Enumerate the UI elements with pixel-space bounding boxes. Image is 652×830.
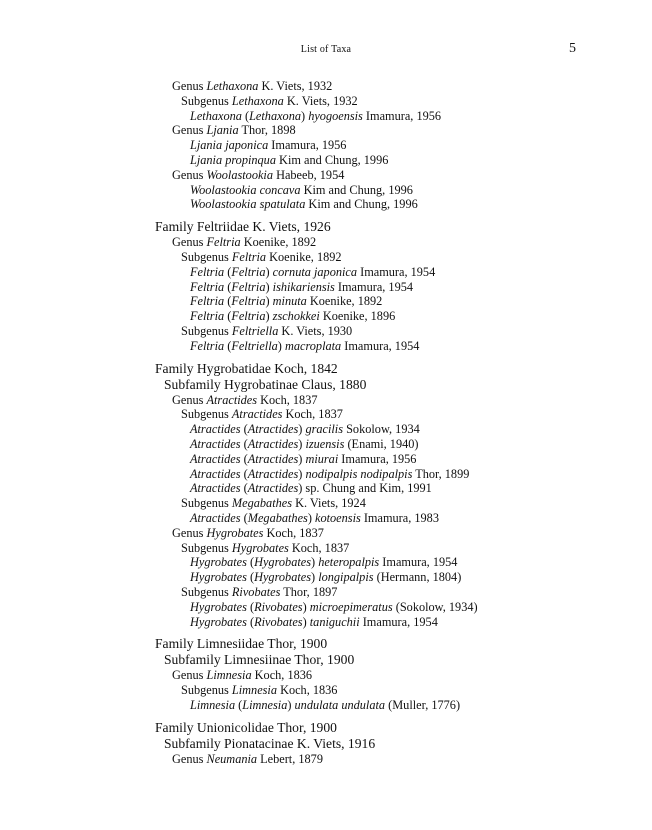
taxon-name-italic: Hygrobates bbox=[190, 599, 247, 614]
entry-text: ( bbox=[240, 422, 248, 437]
entry-text: Imamura, 1956 bbox=[338, 451, 417, 466]
taxon-name-italic: Ljania bbox=[206, 123, 239, 138]
entry-text: ) bbox=[298, 422, 306, 437]
entry-text: Sokolow, 1934 bbox=[343, 422, 420, 437]
entry-text: ( bbox=[224, 279, 232, 294]
family-entry bbox=[0, 219, 652, 235]
genus-entry bbox=[0, 168, 652, 183]
taxon-name-italic: Lethaxona bbox=[190, 108, 242, 123]
taxon-name-italic: Woolastookia concava bbox=[190, 182, 301, 197]
species-entry bbox=[0, 481, 652, 496]
entry-text: ) bbox=[307, 510, 315, 525]
taxon-name-italic: Feltriella bbox=[231, 338, 278, 353]
entry-text: Koch, 1837 bbox=[288, 540, 350, 555]
taxa-list bbox=[0, 79, 652, 766]
entry-text: Family Hygrobatidae Koch, 1842 bbox=[155, 360, 338, 376]
entry-text: ) bbox=[298, 436, 306, 451]
entry-text: Subgenus bbox=[181, 323, 232, 338]
entry-text: ) bbox=[265, 279, 273, 294]
species-entry bbox=[0, 265, 652, 280]
entry-text: Imamura, 1954 bbox=[357, 264, 436, 279]
entry-text: Subgenus bbox=[181, 496, 232, 511]
entry-text: Imamura, 1954 bbox=[334, 279, 414, 294]
taxon-name-italic: Feltria bbox=[190, 338, 225, 353]
entry-text: Koenike, 1892 bbox=[240, 235, 317, 250]
species-entry bbox=[0, 339, 652, 354]
taxon-name-italic: Feltria bbox=[190, 309, 225, 324]
species-entry bbox=[0, 109, 652, 124]
taxon-name-italic: gracilis bbox=[305, 422, 344, 437]
entry-text: ) bbox=[311, 555, 319, 570]
subgenus-entry bbox=[0, 683, 652, 698]
entry-text: Koch, 1837 bbox=[282, 407, 343, 422]
species-entry bbox=[0, 555, 652, 570]
taxon-name-italic: Hygrobates bbox=[190, 614, 247, 629]
taxon-name-italic: izuensis bbox=[305, 436, 345, 451]
running-head: List of Taxa bbox=[300, 44, 352, 55]
entry-text: Genus bbox=[172, 167, 207, 182]
species-entry bbox=[0, 153, 652, 168]
entry-text: Imamura, 1954 bbox=[359, 614, 438, 629]
taxon-name-italic: miurai bbox=[305, 451, 339, 466]
species-entry bbox=[0, 511, 652, 526]
taxon-name-italic: microepimeratus bbox=[309, 599, 393, 614]
taxon-name-italic: Atractides bbox=[190, 481, 241, 496]
entry-text: ( bbox=[224, 264, 232, 279]
taxon-name-italic: Lethaxona bbox=[231, 93, 284, 108]
entry-text: ) bbox=[298, 451, 306, 466]
taxon-name-italic: Hygrobates bbox=[254, 555, 312, 570]
entry-text: ) bbox=[265, 264, 273, 279]
taxon-name-italic: taniguchii bbox=[309, 614, 360, 629]
entry-text: Subfamily Hygrobatinae Claus, 1880 bbox=[164, 376, 367, 392]
entry-text: Genus bbox=[172, 79, 207, 93]
taxon-name-italic: nodipalpis nodipalpis bbox=[305, 466, 413, 481]
taxon-name-italic: Limnesia bbox=[206, 668, 252, 683]
taxon-name-italic: Feltria bbox=[190, 264, 225, 279]
taxon-name-italic: Limnesia bbox=[242, 697, 288, 712]
taxon-name-italic: Atractides bbox=[247, 422, 299, 437]
taxon-name-italic: Atractides bbox=[190, 436, 241, 451]
entry-text: ( bbox=[241, 108, 250, 123]
species-entry bbox=[0, 294, 652, 309]
taxon-name-italic: Woolastookia spatulata bbox=[190, 197, 306, 212]
genus-entry bbox=[0, 526, 652, 541]
entry-text: Koenike, 1896 bbox=[319, 309, 396, 324]
entry-text: (Enami, 1940) bbox=[344, 436, 419, 451]
genus-entry bbox=[0, 668, 652, 683]
entry-text: Family Feltriidae K. Viets, 1926 bbox=[155, 219, 331, 235]
entry-text: K. Viets, 1930 bbox=[278, 323, 353, 338]
taxon-name-italic: Feltria bbox=[206, 235, 241, 250]
entry-text: K. Viets, 1924 bbox=[292, 496, 366, 511]
entry-text: ( bbox=[246, 599, 255, 614]
species-entry bbox=[0, 309, 652, 324]
entry-text: ) bbox=[298, 466, 306, 481]
taxon-name-italic: Limnesia bbox=[190, 697, 236, 712]
taxon-name-italic: Lethaxona bbox=[249, 108, 302, 123]
species-entry bbox=[0, 615, 652, 630]
taxon-name-italic: heteropalpis bbox=[318, 555, 380, 570]
entry-text: Subgenus bbox=[181, 249, 232, 264]
taxon-name-italic: ishikariensis bbox=[272, 279, 335, 294]
entry-text: ) bbox=[277, 338, 285, 353]
entry-text: Koch, 1836 bbox=[251, 668, 313, 683]
entry-text: Imamura, 1956 bbox=[268, 138, 347, 153]
entry-text: Imamura, 1954 bbox=[341, 338, 420, 353]
entry-text: Kim and Chung, 1996 bbox=[300, 182, 413, 197]
entry-text: ) bbox=[302, 599, 310, 614]
entry-text: Thor, 1899 bbox=[412, 466, 470, 481]
entry-text: Kim and Chung, 1996 bbox=[305, 197, 418, 212]
taxon-name-italic: Feltria bbox=[231, 264, 266, 279]
taxon-name-italic: Rivobates bbox=[254, 614, 303, 629]
entry-text: Family Limnesiidae Thor, 1900 bbox=[155, 636, 328, 652]
subgenus-entry bbox=[0, 324, 652, 339]
entry-text: Genus bbox=[172, 525, 207, 540]
entry-text: ( bbox=[240, 436, 248, 451]
species-entry bbox=[0, 467, 652, 482]
entry-text: ( bbox=[240, 466, 248, 481]
subfamily-entry bbox=[0, 736, 652, 752]
entry-text: ( bbox=[240, 481, 248, 496]
family-entry bbox=[0, 361, 652, 377]
entry-text: ( bbox=[224, 309, 232, 324]
taxon-name-italic: Megabathes bbox=[247, 510, 308, 525]
entry-text: ) bbox=[302, 614, 310, 629]
entry-text: Genus bbox=[172, 751, 207, 766]
entry-text: Subgenus bbox=[181, 683, 232, 698]
entry-text: ( bbox=[224, 294, 232, 309]
genus-entry bbox=[0, 79, 652, 94]
taxon-name-italic: Megabathes bbox=[231, 496, 293, 511]
taxon-name-italic: Atractides bbox=[231, 407, 283, 422]
taxon-name-italic: Atractides bbox=[247, 481, 299, 496]
entry-text: Subgenus bbox=[181, 93, 232, 108]
entry-text: Koenike, 1892 bbox=[266, 249, 342, 264]
subfamily-entry bbox=[0, 652, 652, 668]
family-entry bbox=[0, 636, 652, 652]
taxon-name-italic: Ljania japonica bbox=[190, 138, 269, 153]
taxon-name-italic: Atractides bbox=[190, 466, 241, 481]
taxon-name-italic: Hygrobates bbox=[190, 555, 247, 570]
entry-text: ( bbox=[246, 614, 255, 629]
entry-text: Genus bbox=[172, 123, 207, 138]
entry-text: Thor, 1897 bbox=[280, 584, 338, 599]
taxon-name-italic: Atractides bbox=[190, 451, 241, 466]
subgenus-entry bbox=[0, 541, 652, 556]
species-entry bbox=[0, 570, 652, 585]
entry-text: ( bbox=[240, 451, 248, 466]
taxon-name-italic: Ljania propinqua bbox=[190, 152, 276, 167]
taxon-name-italic: Neumania bbox=[206, 751, 258, 766]
species-entry bbox=[0, 422, 652, 437]
entry-text: ) bbox=[265, 309, 273, 324]
entry-text: Koch, 1837 bbox=[257, 392, 318, 407]
subgenus-entry bbox=[0, 250, 652, 265]
entry-text: Subfamily Pionatacinae K. Viets, 1916 bbox=[164, 735, 376, 751]
taxon-name-italic: Limnesia bbox=[231, 683, 277, 698]
entry-text: Family Unionicolidae Thor, 1900 bbox=[155, 719, 337, 735]
taxon-name-italic: Feltria bbox=[190, 294, 225, 309]
entry-text: ( bbox=[240, 510, 248, 525]
entry-text: (Muller, 1776) bbox=[385, 697, 461, 712]
species-entry bbox=[0, 183, 652, 198]
taxon-name-italic: cornuta japonica bbox=[272, 264, 358, 279]
taxon-name-italic: Feltria bbox=[231, 279, 266, 294]
taxon-name-italic: Lethaxona bbox=[206, 79, 259, 93]
taxon-name-italic: Atractides bbox=[247, 451, 299, 466]
species-entry bbox=[0, 280, 652, 295]
taxon-name-italic: Woolastookia bbox=[206, 167, 273, 182]
entry-text: ( bbox=[246, 570, 255, 585]
subfamily-entry bbox=[0, 377, 652, 393]
subgenus-entry bbox=[0, 585, 652, 600]
entry-text: ) bbox=[265, 294, 273, 309]
genus-entry bbox=[0, 752, 652, 767]
taxon-name-italic: hyogoensis bbox=[308, 108, 363, 123]
taxon-name-italic: Feltria bbox=[231, 249, 267, 264]
entry-text: Subfamily Limnesiinae Thor, 1900 bbox=[164, 652, 355, 668]
entry-text: Imamura, 1983 bbox=[360, 510, 439, 525]
taxon-name-italic: Feltria bbox=[231, 294, 266, 309]
entry-text: K. Viets, 1932 bbox=[283, 93, 358, 108]
taxon-name-italic: Atractides bbox=[247, 436, 299, 451]
taxon-name-italic: Hygrobates bbox=[231, 540, 289, 555]
entry-text: Imamura, 1956 bbox=[362, 108, 442, 123]
entry-text: ) bbox=[287, 697, 295, 712]
taxon-name-italic: macroplata bbox=[284, 338, 342, 353]
taxon-name-italic: Hygrobates bbox=[206, 525, 264, 540]
taxon-name-italic: Atractides bbox=[190, 422, 241, 437]
entry-text: Subgenus bbox=[181, 540, 232, 555]
entry-text: Genus bbox=[172, 235, 207, 250]
entry-text: ( bbox=[246, 555, 255, 570]
entry-text: Koch, 1836 bbox=[277, 683, 338, 698]
subgenus-entry bbox=[0, 94, 652, 109]
entry-text: Koch, 1837 bbox=[263, 525, 324, 540]
genus-entry bbox=[0, 393, 652, 408]
family-entry bbox=[0, 720, 652, 736]
taxon-name-italic: Feltria bbox=[190, 279, 225, 294]
entry-text: Thor, 1898 bbox=[238, 123, 296, 138]
entry-text: Imamura, 1954 bbox=[379, 555, 458, 570]
entry-text: Subgenus bbox=[181, 584, 232, 599]
entry-text: Lebert, 1879 bbox=[257, 751, 323, 766]
genus-entry bbox=[0, 123, 652, 138]
taxon-name-italic: Atractides bbox=[247, 466, 299, 481]
entry-text: Subgenus bbox=[181, 407, 232, 422]
entry-text: ) sp. Chung and Kim, 1991 bbox=[298, 481, 432, 496]
taxon-name-italic: zschokkei bbox=[272, 309, 320, 324]
taxon-name-italic: undulata undulata bbox=[294, 697, 386, 712]
taxon-name-italic: Atractides bbox=[190, 510, 241, 525]
entry-text: Habeeb, 1954 bbox=[273, 167, 345, 182]
subgenus-entry bbox=[0, 407, 652, 422]
entry-text: ) bbox=[311, 570, 319, 585]
taxon-name-italic: kotoensis bbox=[315, 510, 361, 525]
entry-text: ) bbox=[301, 108, 309, 123]
taxon-name-italic: Feltriella bbox=[231, 323, 279, 338]
species-entry bbox=[0, 452, 652, 467]
taxon-name-italic: minuta bbox=[272, 294, 307, 309]
species-entry bbox=[0, 437, 652, 452]
entry-text: Koenike, 1892 bbox=[306, 294, 383, 309]
taxon-name-italic: longipalpis bbox=[318, 570, 374, 585]
entry-text: (Sokolow, 1934) bbox=[392, 599, 478, 614]
species-entry bbox=[0, 698, 652, 713]
species-entry bbox=[0, 600, 652, 615]
species-entry bbox=[0, 138, 652, 153]
entry-text: Genus bbox=[172, 392, 207, 407]
entry-text: Genus bbox=[172, 668, 207, 683]
page-number: 5 bbox=[569, 41, 576, 56]
taxon-name-italic: Rivobates bbox=[254, 599, 303, 614]
entry-text: ( bbox=[224, 338, 232, 353]
taxon-name-italic: Atractides bbox=[206, 392, 258, 407]
entry-text: Kim and Chung, 1996 bbox=[275, 152, 389, 167]
taxon-name-italic: Hygrobates bbox=[254, 570, 312, 585]
species-entry bbox=[0, 197, 652, 212]
entry-text: ( bbox=[235, 697, 243, 712]
taxon-name-italic: Rivobates bbox=[231, 584, 281, 599]
taxon-name-italic: Hygrobates bbox=[190, 570, 247, 585]
genus-entry bbox=[0, 235, 652, 250]
subgenus-entry bbox=[0, 496, 652, 511]
entry-text: (Hermann, 1804) bbox=[373, 570, 462, 585]
taxon-name-italic: Feltria bbox=[231, 309, 266, 324]
entry-text: K. Viets, 1932 bbox=[258, 79, 333, 93]
